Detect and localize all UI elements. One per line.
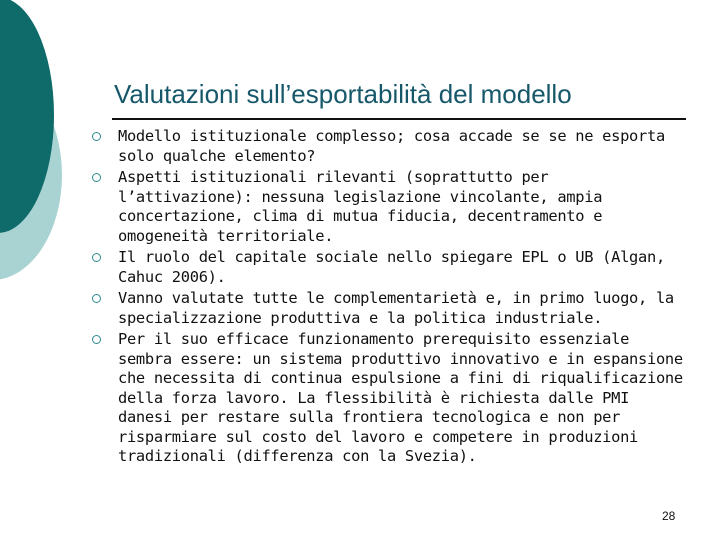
- bullet-circle-icon: [92, 294, 101, 303]
- bullet-circle-icon: [92, 335, 101, 344]
- bullet-text: Per il suo efficace funzionamento prerequisito essenziale sembra essere: un sistema produttivo innovativo e in espansione che necessita di continua espulsione a fini di riqualificazione della forza lavoro. La flessibilità è richiesta dalle PMI danesi per restare sulla frontiera tecnologica e non per risparmiare sul costo del lavoro e competere in produzioni tradizionali (differenza con la Svezia).: [118, 330, 683, 465]
- page-number: 28: [662, 509, 676, 523]
- bullet-item: [84, 329, 684, 466]
- bullet-text: Il ruolo del capitale sociale nello spiegare EPL o UB (Algan, Cahuc 2006).: [118, 248, 665, 286]
- slide-decoration: [0, 0, 90, 300]
- bullet-circle-icon: [92, 132, 101, 141]
- bullet-item: [84, 126, 684, 165]
- bullet-circle-icon: [92, 173, 101, 182]
- bullet-item: [84, 167, 684, 245]
- slide-title: Valutazioni sull’esportabilità del modello: [114, 79, 572, 109]
- bullet-list: [84, 126, 684, 468]
- bullet-text: Modello istituzionale complesso; cosa accade se se ne esporta solo qualche elemento?: [118, 127, 665, 165]
- bullet-item: [84, 288, 684, 327]
- bullet-item: [84, 247, 684, 286]
- bullet-circle-icon: [92, 253, 101, 262]
- title-underline: [112, 118, 686, 120]
- bullet-text: Aspetti istituzionali rilevanti (soprattutto per l’attivazione): nessuna legislazione vincolante, ampia concertazione, clima di mutua fiducia, decentramento e omogeneità territoriale.: [118, 168, 603, 245]
- bullet-text: Vanno valutate tutte le complementarietà e, in primo luogo, la specializzazione produttiva e la politica industriale.: [118, 289, 674, 327]
